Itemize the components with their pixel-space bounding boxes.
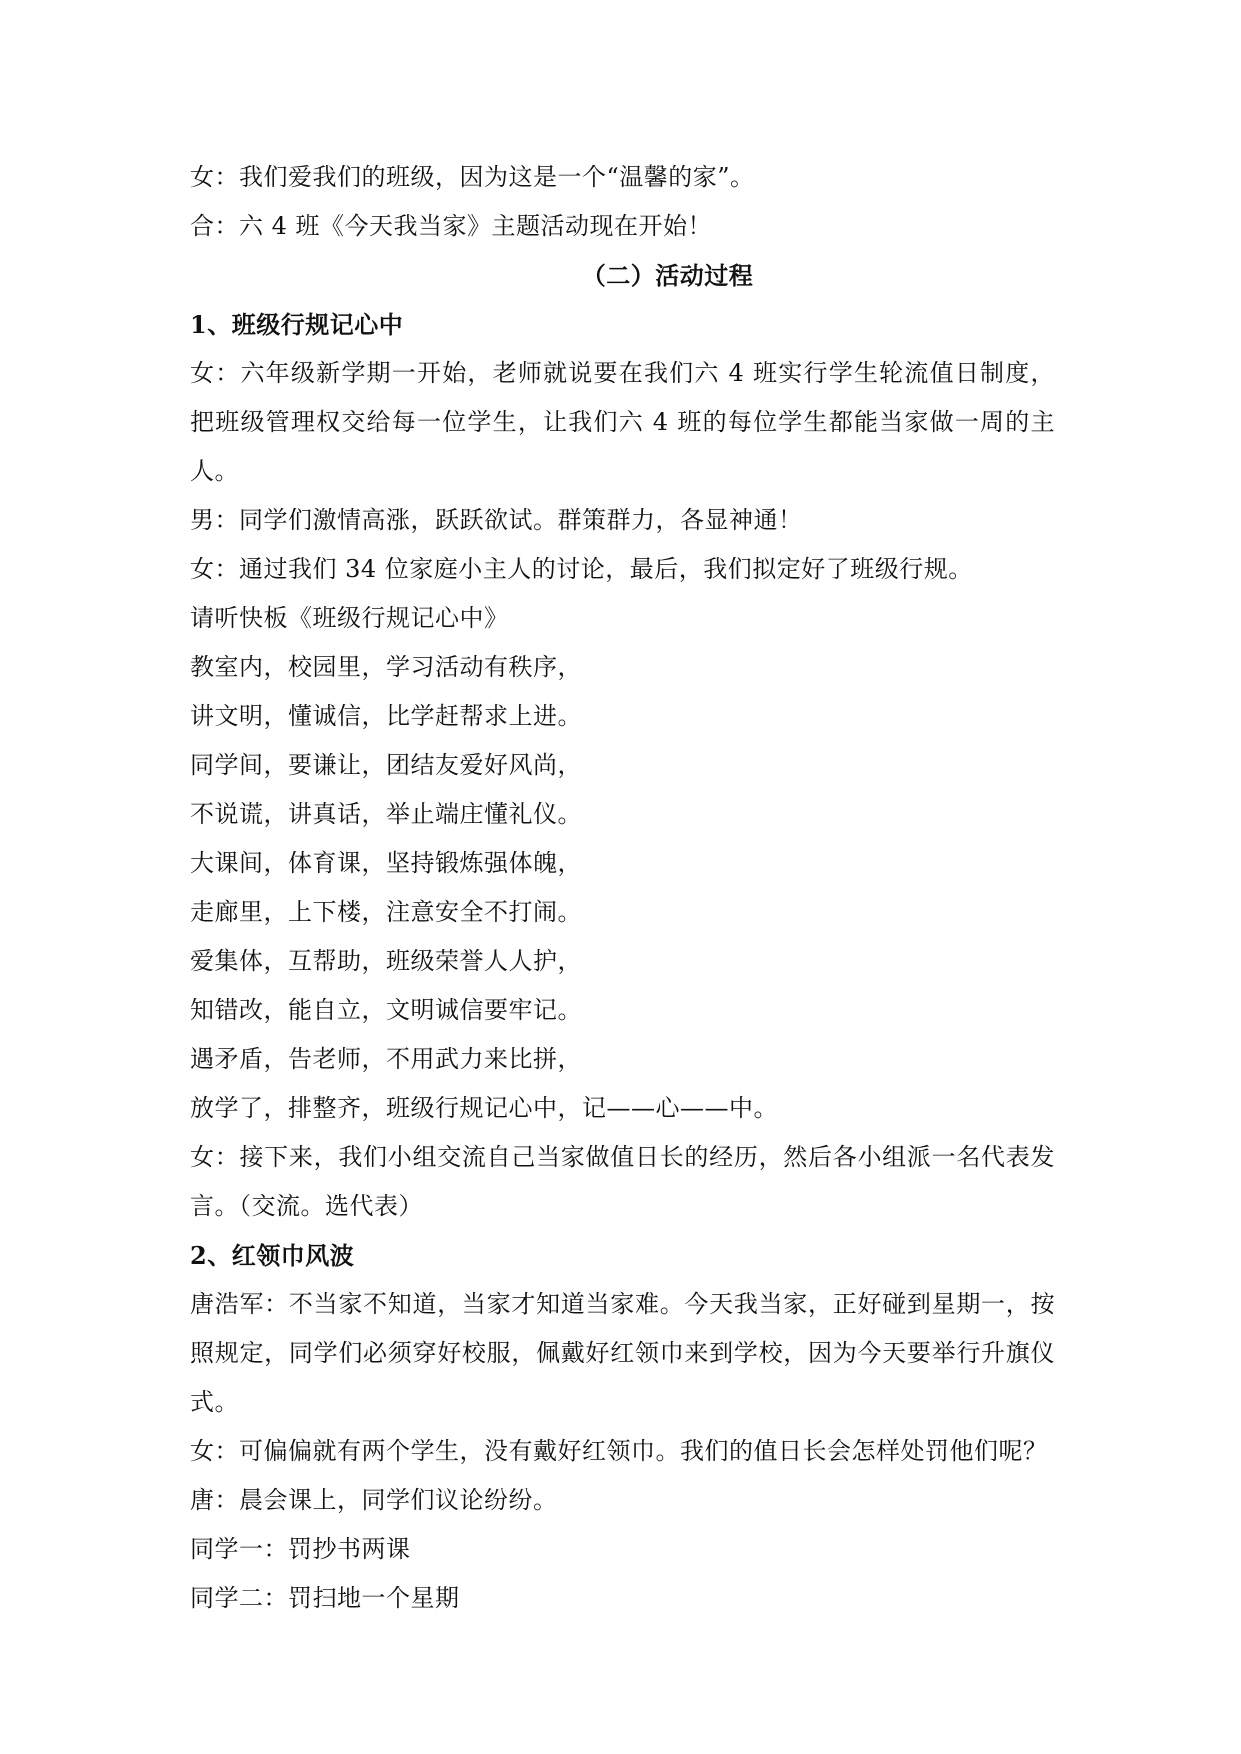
verse-line: 大课间，体育课，坚持锻炼强体魄， <box>190 849 582 877</box>
paragraph-line: 合：六 4 班《今天我当家》主题活动现在开始！ <box>190 212 713 240</box>
paragraph-line: 同学二：罚扫地一个星期 <box>190 1584 460 1612</box>
paragraph: 唐浩军：不当家不知道，当家才知道当家难。今天我当家，正好碰到星期一，按照规定，同学们必须穿好校服，佩戴好红领巾来到学校，因为今天要举行升旗仪式。 <box>190 1290 1055 1416</box>
verse-line: 爱集体，互帮助，班级荣誉人人护， <box>190 947 582 975</box>
section-title: （二）活动过程 <box>581 261 754 290</box>
section-heading: 2、红领巾风波 <box>190 1241 355 1270</box>
verse-line: 遇矛盾，告老师，不用武力来比拼， <box>190 1045 582 1073</box>
verse-line: 放学了，排整齐，班级行规记心中，记——心——中。 <box>190 1094 778 1122</box>
paragraph-line: 请听快板《班级行规记心中》 <box>190 604 509 632</box>
paragraph-line: 女：我们爱我们的班级，因为这是一个“温馨的家”。 <box>190 163 755 191</box>
paragraph: 女：接下来，我们小组交流自己当家做值日长的经历，然后各小组派一名代表发言。（交流。选代表） <box>190 1143 1055 1220</box>
section-heading: 1、班级行规记心中 <box>190 310 404 339</box>
paragraph: 女：六年级新学期一开始，老师就说要在我们六 4 班实行学生轮流值日制度，把班级管理权交给每一位学生，让我们六 4 班的每位学生都能当家做一周的主人。 <box>190 359 1055 485</box>
verse-line: 讲文明，懂诚信，比学赶帮求上进。 <box>190 702 582 730</box>
paragraph-line: 女：可偏偏就有两个学生，没有戴好红领巾。我们的值日长会怎样处罚他们呢？ <box>190 1437 1048 1465</box>
verse-line: 同学间，要谦让，团结友爱好风尚， <box>190 751 582 779</box>
verse-line: 走廊里，上下楼，注意安全不打闹。 <box>190 898 582 926</box>
verse-line: 知错改，能自立，文明诚信要牢记。 <box>190 996 582 1024</box>
paragraph-line: 同学一：罚抄书两课 <box>190 1535 411 1563</box>
document-body <box>190 153 1055 1623</box>
paragraph-line: 女：通过我们 34 位家庭小主人的讨论，最后，我们拟定好了班级行规。 <box>190 555 973 583</box>
paragraph-line: 男：同学们激情高涨，跃跃欲试。群策群力，各显神通！ <box>190 506 803 534</box>
verse-line: 教室内，校园里，学习活动有秩序， <box>190 653 582 681</box>
verse-line: 不说谎，讲真话，举止端庄懂礼仪。 <box>190 800 582 828</box>
paragraph-line: 唐：晨会课上，同学们议论纷纷。 <box>190 1486 558 1514</box>
